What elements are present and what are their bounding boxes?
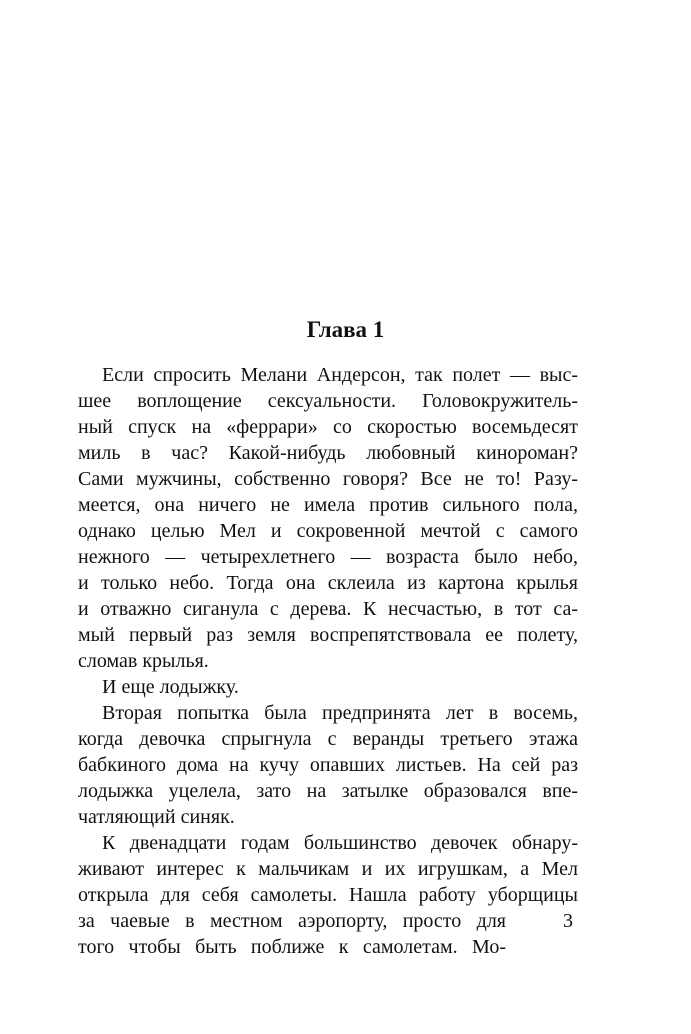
text-line: ный спуск на «феррари» со скоростью восемьдесят [78,416,578,438]
text-line: живают интерес к мальчикам и их игрушкам, а Мел [78,858,578,880]
text-line: меется, она ничего не имела против сильного пола, [78,494,578,516]
text-line: миль в час? Какой-нибудь любовный кинороман? [78,442,578,464]
text-line: сломав крылья. [78,650,209,672]
text-line: чатляющий синяк. [78,806,235,828]
text-line: Сами мужчины, собственно говоря? Все не то! Разу- [78,468,578,490]
text-line: когда девочка спрыгнула с веранды третьего этажа [78,728,578,750]
text-line: Если спросить Мелани Андерсон, так полет — выс- [102,364,578,386]
text-line: Вторая попытка была предпринята лет в восемь, [102,702,578,724]
text-line: однако целью Мел и сокровенной мечтой с самого [78,520,578,542]
text-line: К двенадцати годам большинство девочек обнару- [102,832,578,854]
page-number: 3 [563,910,573,932]
text-line: за чаевые в местном аэропорту, просто для [78,910,506,932]
text-line: бабкиного дома на кучу опавших листьев. На сей раз [78,754,578,776]
text-line: нежного — четырехлетнего — возраста было небо, [78,546,578,568]
text-line: лодыжка уцелела, зато на затылке образовался впе- [78,780,578,802]
text-line: открыла для себя самолеты. Нашла работу уборщицы [78,884,578,906]
text-line: мый первый раз земля воспрепятствовала ее полету, [78,624,578,646]
text-line: и только небо. Тогда она склеила из картона крылья [78,572,578,594]
text-line: И еще лодыжку. [102,676,239,698]
text-line: того чтобы быть поближе к самолетам. Мо- [78,936,506,958]
body-text [78,362,578,960]
text-line: шее воплощение сексуальности. Головокружитель- [78,390,578,412]
text-line: и отважно сиганула с дерева. К несчастью, в тот са- [78,598,578,620]
chapter-title: Глава 1 [306,317,385,342]
